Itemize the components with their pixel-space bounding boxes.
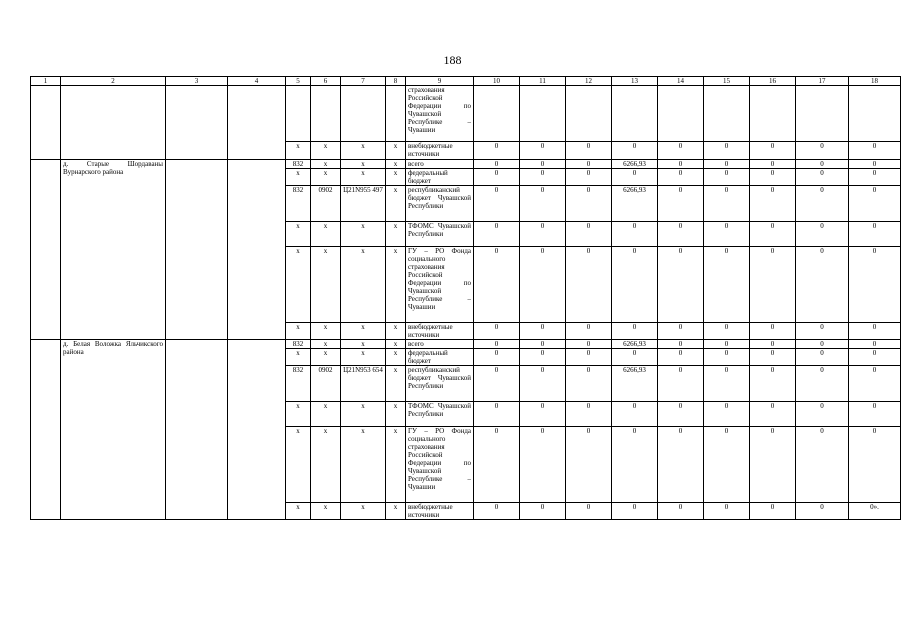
value-cell: 0 — [474, 427, 520, 503]
value-cell: 0 — [474, 247, 520, 323]
type-code-cell: х — [386, 160, 406, 169]
column-header-4: 4 — [228, 77, 286, 86]
value-cell: 6266,93 — [612, 160, 658, 169]
value-cell: 0 — [474, 222, 520, 247]
section-code-cell: х — [311, 160, 341, 169]
column-header-5: 5 — [286, 77, 311, 86]
value-cell: 0 — [612, 323, 658, 340]
value-cell: 0 — [796, 142, 849, 160]
value-cell: 0 — [658, 323, 704, 340]
type-code-cell: х — [386, 366, 406, 402]
value-cell: 0 — [566, 186, 612, 222]
type-code-cell: х — [386, 349, 406, 366]
value-cell: 0 — [658, 247, 704, 323]
value-cell: 0 — [520, 366, 566, 402]
value-cell: 0 — [520, 222, 566, 247]
value-cell: 0 — [612, 427, 658, 503]
value-cell: 0 — [566, 247, 612, 323]
target-code-cell: х — [341, 402, 386, 427]
column-header-7: 7 — [341, 77, 386, 86]
value-cell: 0 — [704, 323, 750, 340]
value-cell: 0 — [704, 402, 750, 427]
value-cell: 0 — [750, 366, 796, 402]
value-cell: 0 — [474, 142, 520, 160]
type-code-cell: х — [386, 247, 406, 323]
value-cell: 0 — [658, 427, 704, 503]
value-cell: 0 — [750, 340, 796, 349]
column-header-9: 9 — [406, 77, 474, 86]
col4-cell — [228, 340, 286, 520]
value-cell: 0 — [520, 142, 566, 160]
value-cell: 0 — [704, 247, 750, 323]
funding-source-cell: всего — [406, 340, 474, 349]
column-header-11: 11 — [520, 77, 566, 86]
value-cell: 0 — [474, 160, 520, 169]
value-cell: 0 — [520, 323, 566, 340]
value-cell: 0 — [750, 160, 796, 169]
budget-table — [30, 76, 901, 520]
value-cell: 0 — [704, 169, 750, 186]
value-cell: 0 — [750, 503, 796, 520]
value-cell: 0 — [750, 186, 796, 222]
funding-source-cell: всего — [406, 160, 474, 169]
value-cell: 0 — [796, 323, 849, 340]
col1-cell — [31, 340, 61, 520]
section-code-cell: 0902 — [311, 186, 341, 222]
value-cell: 0». — [849, 503, 901, 520]
value-cell: 0 — [849, 160, 901, 169]
funding-source-cell: ТФОМС Чувашской Республики — [406, 402, 474, 427]
value-cell: 0 — [849, 366, 901, 402]
value-cell: 0 — [566, 169, 612, 186]
value-cell — [704, 86, 750, 142]
column-header-17: 17 — [796, 77, 849, 86]
value-cell: 0 — [520, 503, 566, 520]
target-code-cell: х — [341, 247, 386, 323]
value-cell: 0 — [796, 247, 849, 323]
value-cell: 0 — [796, 160, 849, 169]
value-cell: 0 — [796, 402, 849, 427]
target-code-cell: х — [341, 160, 386, 169]
value-cell: 0 — [796, 222, 849, 247]
value-cell: 0 — [750, 169, 796, 186]
funding-source-cell: федеральный бюджет — [406, 349, 474, 366]
value-cell: 0 — [658, 160, 704, 169]
value-cell: 0 — [658, 349, 704, 366]
location-cell — [61, 86, 166, 160]
funding-source-cell: республиканский бюджет Чувашской Республики — [406, 366, 474, 402]
value-cell — [849, 86, 901, 142]
value-cell: 0 — [704, 222, 750, 247]
type-code-cell: х — [386, 142, 406, 160]
column-header-3: 3 — [166, 77, 228, 86]
value-cell — [520, 86, 566, 142]
value-cell: 0 — [849, 222, 901, 247]
value-cell: 0 — [750, 402, 796, 427]
value-cell: 0 — [796, 427, 849, 503]
type-code-cell: х — [386, 169, 406, 186]
value-cell: 0 — [849, 349, 901, 366]
value-cell: 0 — [658, 222, 704, 247]
value-cell: 0 — [612, 222, 658, 247]
value-cell: 0 — [849, 427, 901, 503]
value-cell — [474, 86, 520, 142]
value-cell: 0 — [566, 340, 612, 349]
target-code-cell — [341, 86, 386, 142]
section-code-cell: х — [311, 323, 341, 340]
table-row — [31, 160, 901, 169]
value-cell: 0 — [796, 340, 849, 349]
column-header-10: 10 — [474, 77, 520, 86]
col1-cell — [31, 160, 61, 340]
code-cell: х — [286, 503, 311, 520]
target-code-cell: х — [341, 169, 386, 186]
col3-cell — [166, 340, 228, 520]
value-cell — [750, 86, 796, 142]
value-cell: 0 — [796, 349, 849, 366]
value-cell — [612, 86, 658, 142]
section-code-cell: х — [311, 503, 341, 520]
section-code-cell: х — [311, 427, 341, 503]
value-cell: 0 — [520, 427, 566, 503]
funding-source-cell: внебюджетные источники — [406, 323, 474, 340]
value-cell: 0 — [566, 402, 612, 427]
column-header-13: 13 — [612, 77, 658, 86]
value-cell: 0 — [849, 186, 901, 222]
value-cell: 0 — [658, 186, 704, 222]
col4-cell — [228, 160, 286, 340]
code-cell: х — [286, 247, 311, 323]
value-cell: 0 — [750, 349, 796, 366]
column-header-2: 2 — [61, 77, 166, 86]
code-cell: х — [286, 142, 311, 160]
value-cell: 0 — [849, 169, 901, 186]
section-code-cell: х — [311, 247, 341, 323]
value-cell: 0 — [520, 402, 566, 427]
value-cell: 6266,93 — [612, 186, 658, 222]
value-cell: 0 — [520, 169, 566, 186]
section-code-cell: х — [311, 340, 341, 349]
type-code-cell — [386, 86, 406, 142]
value-cell: 0 — [566, 323, 612, 340]
value-cell — [566, 86, 612, 142]
value-cell: 0 — [796, 503, 849, 520]
type-code-cell: х — [386, 427, 406, 503]
value-cell: 0 — [474, 366, 520, 402]
code-cell: х — [286, 323, 311, 340]
value-cell: 0 — [750, 323, 796, 340]
value-cell: 0 — [796, 186, 849, 222]
code-cell: 832 — [286, 160, 311, 169]
value-cell: 0 — [849, 247, 901, 323]
location-cell: д. Старые Шордаваны Вурнарского района — [61, 160, 166, 340]
value-cell: 6266,93 — [612, 340, 658, 349]
value-cell: 0 — [566, 142, 612, 160]
column-header-18: 18 — [849, 77, 901, 86]
target-code-cell: х — [341, 142, 386, 160]
value-cell: 0 — [566, 366, 612, 402]
type-code-cell: х — [386, 402, 406, 427]
value-cell: 0 — [704, 349, 750, 366]
page-number: 188 — [443, 53, 462, 67]
value-cell: 0 — [658, 503, 704, 520]
value-cell: 0 — [750, 222, 796, 247]
column-header-1: 1 — [31, 77, 61, 86]
type-code-cell: х — [386, 222, 406, 247]
funding-source-cell: внебюджетные источники — [406, 142, 474, 160]
value-cell: 0 — [474, 186, 520, 222]
column-header-14: 14 — [658, 77, 704, 86]
target-code-cell: х — [341, 427, 386, 503]
value-cell: 0 — [750, 142, 796, 160]
funding-source-cell: страхования Российской Федерации по Чувашской Республике – Чувашии — [406, 86, 474, 142]
column-header-8: 8 — [386, 77, 406, 86]
code-cell: х — [286, 349, 311, 366]
funding-source-cell: ГУ – РО Фонда социального страхования Российской Федерации по Чувашской Республике – Чувашии — [406, 427, 474, 503]
funding-source-cell: ГУ – РО Фонда социального страхования Российской Федерации по Чувашской Республике – Чувашии — [406, 247, 474, 323]
value-cell: 0 — [612, 169, 658, 186]
column-header-row — [31, 77, 901, 86]
value-cell: 0 — [474, 402, 520, 427]
value-cell: 0 — [566, 503, 612, 520]
value-cell: 0 — [704, 142, 750, 160]
value-cell: 0 — [520, 247, 566, 323]
col3-cell — [166, 86, 228, 160]
value-cell: 0 — [750, 427, 796, 503]
value-cell: 0 — [704, 427, 750, 503]
type-code-cell: х — [386, 186, 406, 222]
code-cell: х — [286, 427, 311, 503]
funding-source-cell: республиканский бюджет Чувашской Республики — [406, 186, 474, 222]
value-cell: 0 — [704, 340, 750, 349]
value-cell: 0 — [474, 503, 520, 520]
value-cell: 0 — [658, 142, 704, 160]
section-code-cell: х — [311, 169, 341, 186]
target-code-cell: х — [341, 340, 386, 349]
value-cell: 0 — [658, 340, 704, 349]
section-code-cell: х — [311, 402, 341, 427]
value-cell: 0 — [750, 247, 796, 323]
target-code-cell: х — [341, 323, 386, 340]
funding-source-cell: внебюджетные источники — [406, 503, 474, 520]
section-code-cell — [311, 86, 341, 142]
code-cell — [286, 86, 311, 142]
column-header-16: 16 — [750, 77, 796, 86]
value-cell: 0 — [612, 247, 658, 323]
target-code-cell: х — [341, 349, 386, 366]
value-cell: 0 — [658, 366, 704, 402]
code-cell: х — [286, 222, 311, 247]
table-row — [31, 340, 901, 349]
funding-source-cell: федеральный бюджет — [406, 169, 474, 186]
type-code-cell: х — [386, 503, 406, 520]
section-code-cell: х — [311, 222, 341, 247]
value-cell: 0 — [704, 186, 750, 222]
value-cell: 0 — [704, 366, 750, 402]
code-cell: 832 — [286, 340, 311, 349]
value-cell: 0 — [612, 402, 658, 427]
value-cell: 0 — [704, 503, 750, 520]
col3-cell — [166, 160, 228, 340]
value-cell: 0 — [849, 323, 901, 340]
column-header-15: 15 — [704, 77, 750, 86]
value-cell: 0 — [474, 349, 520, 366]
value-cell: 0 — [520, 349, 566, 366]
value-cell: 0 — [849, 402, 901, 427]
section-code-cell: х — [311, 349, 341, 366]
value-cell: 0 — [849, 340, 901, 349]
code-cell: х — [286, 169, 311, 186]
code-cell: 832 — [286, 186, 311, 222]
value-cell — [796, 86, 849, 142]
funding-source-cell: ТФОМС Чувашской Республики — [406, 222, 474, 247]
value-cell: 0 — [566, 222, 612, 247]
table-row — [31, 86, 901, 142]
value-cell: 0 — [566, 160, 612, 169]
value-cell: 0 — [796, 169, 849, 186]
location-cell: д. Белая Воложка Яльчикского района — [61, 340, 166, 520]
column-header-12: 12 — [566, 77, 612, 86]
value-cell: 0 — [658, 402, 704, 427]
value-cell: 0 — [612, 349, 658, 366]
code-cell: 832 — [286, 366, 311, 402]
target-code-cell: х — [341, 503, 386, 520]
value-cell: 0 — [658, 169, 704, 186]
code-cell: х — [286, 402, 311, 427]
value-cell: 6266,93 — [612, 366, 658, 402]
section-code-cell: 0902 — [311, 366, 341, 402]
value-cell — [658, 86, 704, 142]
value-cell: 0 — [474, 169, 520, 186]
value-cell: 0 — [520, 160, 566, 169]
value-cell: 0 — [849, 142, 901, 160]
value-cell: 0 — [704, 160, 750, 169]
target-code-cell: Ц21N955 497 — [341, 186, 386, 222]
type-code-cell: х — [386, 340, 406, 349]
col1-cell — [31, 86, 61, 160]
col4-cell — [228, 86, 286, 160]
type-code-cell: х — [386, 323, 406, 340]
value-cell: 0 — [796, 366, 849, 402]
section-code-cell: х — [311, 142, 341, 160]
target-code-cell: Ц21N953 654 — [341, 366, 386, 402]
column-header-6: 6 — [311, 77, 341, 86]
target-code-cell: х — [341, 222, 386, 247]
value-cell: 0 — [474, 323, 520, 340]
value-cell: 0 — [566, 349, 612, 366]
value-cell: 0 — [612, 142, 658, 160]
value-cell: 0 — [566, 427, 612, 503]
value-cell: 0 — [520, 186, 566, 222]
value-cell: 0 — [474, 340, 520, 349]
value-cell: 0 — [612, 503, 658, 520]
value-cell: 0 — [520, 340, 566, 349]
